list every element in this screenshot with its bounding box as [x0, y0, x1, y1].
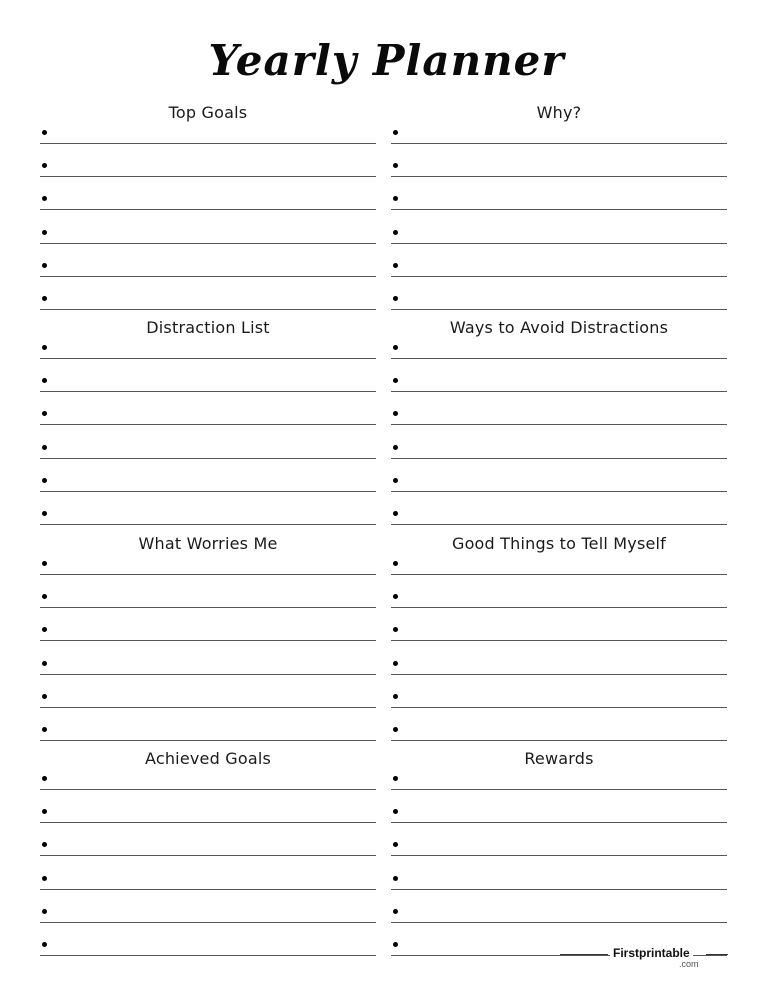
bullet-icon: [393, 511, 398, 516]
writing-line[interactable]: [391, 425, 727, 458]
bullet-icon: [393, 909, 398, 914]
bullet-icon: [393, 478, 398, 483]
writing-line[interactable]: [40, 608, 376, 641]
bullet-icon: [42, 809, 47, 814]
writing-line[interactable]: [391, 675, 727, 708]
writing-line[interactable]: [40, 177, 376, 210]
writing-line[interactable]: [40, 492, 376, 525]
writing-line[interactable]: [391, 392, 727, 425]
writing-line[interactable]: [40, 459, 376, 492]
bullet-icon: [42, 263, 47, 268]
bullet-icon: [42, 727, 47, 732]
section-title: Why?: [536, 103, 582, 122]
bullet-icon: [42, 478, 47, 483]
bullet-icon: [393, 411, 398, 416]
bullet-icon: [42, 909, 47, 914]
writing-line[interactable]: [40, 359, 376, 392]
bullet-icon: [42, 661, 47, 666]
writing-line[interactable]: [391, 856, 727, 889]
page-title: Yearly Planner: [208, 36, 565, 85]
bullet-icon: [393, 727, 398, 732]
bullet-icon: [393, 809, 398, 814]
writing-line[interactable]: [40, 277, 376, 310]
section-what-worries-me: [40, 533, 376, 741]
writing-line[interactable]: [40, 555, 376, 575]
bullet-icon: [393, 694, 398, 699]
writing-line[interactable]: [391, 177, 727, 210]
logo-line-left: [560, 954, 608, 955]
section-good-things-to-tell-myself: [391, 533, 727, 741]
writing-line[interactable]: [391, 210, 727, 243]
writing-line[interactable]: [391, 823, 727, 856]
writing-line[interactable]: [391, 144, 727, 177]
writing-line[interactable]: [40, 144, 376, 177]
writing-line[interactable]: [40, 675, 376, 708]
writing-line[interactable]: [391, 641, 727, 674]
section-title: Rewards: [524, 749, 594, 768]
bullet-icon: [42, 130, 47, 135]
bullet-icon: [393, 196, 398, 201]
bullet-icon: [393, 942, 398, 947]
writing-line[interactable]: [391, 608, 727, 641]
writing-line[interactable]: [40, 210, 376, 243]
bullet-icon: [42, 296, 47, 301]
bullet-icon: [42, 411, 47, 416]
writing-line[interactable]: [391, 790, 727, 823]
writing-line[interactable]: [40, 392, 376, 425]
writing-line[interactable]: [40, 923, 376, 956]
writing-line[interactable]: [391, 708, 727, 741]
logo-line-right: [706, 954, 728, 955]
bullet-icon: [42, 776, 47, 781]
section-title: Achieved Goals: [144, 749, 272, 768]
section-title: Distraction List: [146, 318, 270, 337]
writing-line[interactable]: [40, 425, 376, 458]
writing-line[interactable]: [391, 277, 727, 310]
bullet-icon: [42, 627, 47, 632]
bullet-icon: [393, 594, 398, 599]
bullet-icon: [42, 561, 47, 566]
writing-line[interactable]: [391, 575, 727, 608]
bullet-icon: [393, 263, 398, 268]
bullet-icon: [42, 230, 47, 235]
bullet-icon: [393, 842, 398, 847]
bullet-icon: [393, 776, 398, 781]
writing-line[interactable]: [40, 790, 376, 823]
section-ways-to-avoid-distractions: [391, 317, 727, 525]
bullet-icon: [42, 196, 47, 201]
bullet-icon: [42, 163, 47, 168]
bullet-icon: [393, 445, 398, 450]
writing-line[interactable]: [391, 339, 727, 359]
brand-logo-suffix: .com: [679, 959, 699, 969]
writing-line[interactable]: [40, 339, 376, 359]
writing-line[interactable]: [40, 641, 376, 674]
section-title: Good Things to Tell Myself: [451, 534, 667, 553]
bullet-icon: [42, 942, 47, 947]
writing-line[interactable]: [40, 575, 376, 608]
bullet-icon: [393, 876, 398, 881]
writing-line[interactable]: [391, 492, 727, 525]
writing-line[interactable]: [40, 823, 376, 856]
bullet-icon: [393, 230, 398, 235]
bullet-icon: [393, 296, 398, 301]
bullet-icon: [42, 694, 47, 699]
section-achieved-goals: [40, 748, 376, 956]
brand-logo: Firstprintable: [610, 946, 693, 960]
section-distraction-list: [40, 317, 376, 525]
writing-line[interactable]: [40, 708, 376, 741]
bullet-icon: [42, 876, 47, 881]
bullet-icon: [393, 661, 398, 666]
bullet-icon: [393, 163, 398, 168]
section-title: What Worries Me: [138, 534, 278, 553]
section-top-goals: [40, 102, 376, 310]
writing-line[interactable]: [40, 244, 376, 277]
writing-line[interactable]: [391, 890, 727, 923]
bullet-icon: [393, 130, 398, 135]
writing-line[interactable]: [391, 124, 727, 144]
bullet-icon: [393, 378, 398, 383]
writing-line[interactable]: [391, 555, 727, 575]
section-title: Top Goals: [168, 103, 248, 122]
writing-line[interactable]: [40, 890, 376, 923]
bullet-icon: [42, 511, 47, 516]
writing-line[interactable]: [391, 770, 727, 790]
section-rewards: [391, 748, 727, 956]
bullet-icon: [393, 345, 398, 350]
writing-line[interactable]: [391, 359, 727, 392]
writing-line[interactable]: [40, 124, 376, 144]
bullet-icon: [42, 445, 47, 450]
writing-line[interactable]: [40, 770, 376, 790]
bullet-icon: [42, 594, 47, 599]
bullet-icon: [42, 378, 47, 383]
section-why: [391, 102, 727, 310]
writing-line[interactable]: [391, 244, 727, 277]
writing-line[interactable]: [40, 856, 376, 889]
bullet-icon: [42, 842, 47, 847]
writing-line[interactable]: [391, 459, 727, 492]
bullet-icon: [42, 345, 47, 350]
bullet-icon: [393, 561, 398, 566]
section-title: Ways to Avoid Distractions: [449, 318, 669, 337]
bullet-icon: [393, 627, 398, 632]
